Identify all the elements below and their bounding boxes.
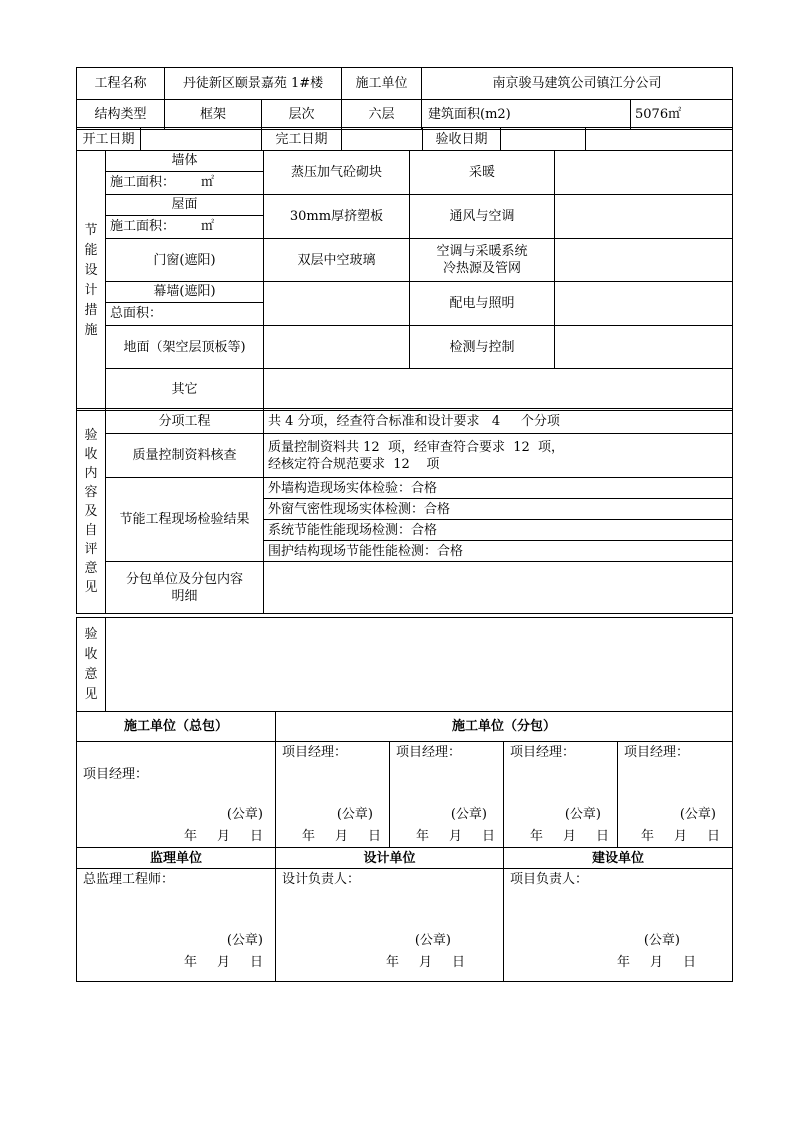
floors-value: 六层	[342, 100, 422, 130]
sub-sign-cell-4	[618, 742, 733, 848]
pm-label: 项目经理：	[396, 745, 462, 760]
contractor-label: 施工单位	[342, 68, 422, 100]
supervisor-title: 监理单位	[77, 848, 276, 869]
sub-sign-cell-3	[504, 742, 618, 848]
monitor-label: 检测与控制	[410, 326, 555, 369]
subcontract-label: 分包单位及分包内容 明细	[106, 562, 264, 614]
seal-text: (公章)	[450, 807, 487, 822]
owner-label: 项目负责人：	[510, 872, 589, 887]
contractor-value: 南京骏马建筑公司镇江分公司	[422, 68, 733, 100]
supervisor-label: 总监理工程师：	[83, 872, 175, 887]
finish-date-label: 完工日期	[262, 128, 342, 151]
qc-value: 质量控制资料共 12 项，经审查符合要求 12 项， 经核定符合规范要求 12 项	[264, 434, 733, 478]
other-label: 其它	[106, 369, 264, 411]
project-name-value: 丹徒新区颐景嘉苑 1#楼	[165, 68, 342, 100]
date-text: 年 月 日	[616, 955, 696, 970]
monitor-value	[555, 326, 733, 369]
acceptance-value	[106, 618, 733, 712]
seal-text: (公章)	[226, 807, 263, 822]
seal-text: (公章)	[564, 807, 601, 822]
start-date-value	[141, 128, 262, 151]
finish-date-value	[342, 128, 423, 151]
start-date-label: 开工日期	[77, 128, 141, 151]
accept-date-label: 验收日期	[423, 128, 501, 151]
window-label: 门窗(遮阳)	[106, 239, 264, 282]
date-text: 年 月 日	[183, 955, 263, 970]
pm-label: 项目经理：	[282, 745, 348, 760]
general-contractor-title: 施工单位（总包）	[77, 712, 276, 742]
date-text: 年 月 日	[415, 829, 495, 844]
pm-label: 项目经理：	[510, 745, 576, 760]
inspection-table	[76, 408, 733, 614]
ventilation-label: 通风与空调	[410, 195, 555, 239]
curtain-cell: 幕墙(遮阳) 总面积：	[106, 282, 264, 326]
sub-sign-cell-1	[276, 742, 390, 848]
wall-value: 蒸压加气砼砌块	[264, 151, 410, 195]
ac-label: 空调与采暖系统 冷热源及管网	[410, 239, 555, 282]
ventilation-value	[555, 195, 733, 239]
other-value	[264, 369, 733, 411]
header-table	[76, 67, 733, 130]
date-text: 年 月 日	[529, 829, 609, 844]
project-name-label: 工程名称	[77, 68, 165, 100]
heating-label: 采暖	[410, 151, 555, 195]
curtain-value	[264, 282, 410, 326]
energy-table	[76, 150, 733, 411]
floor-value	[264, 326, 410, 369]
seal-text: (公章)	[414, 933, 451, 948]
structure-value: 框架	[165, 100, 262, 129]
acceptance-side-label: 验 收 意 见	[77, 618, 106, 712]
owner-title: 建设单位	[504, 848, 733, 869]
qc-label: 质量控制资料核查	[106, 434, 264, 478]
field-test-item: 外窗气密性现场实体检测：合格	[264, 499, 733, 520]
pm-label: 项目经理：	[624, 745, 690, 760]
area-label: 建筑面积(m2)	[422, 100, 631, 130]
floors-label: 层次	[288, 107, 315, 122]
accept-date-value	[501, 128, 586, 151]
roof-cell: 屋面 施工面积： ㎡	[106, 195, 264, 239]
roof-value: 30mm厚挤塑板	[264, 195, 410, 239]
date-text: 年 月 日	[640, 829, 721, 844]
field-test-label: 节能工程现场检验结果	[106, 478, 264, 562]
contractor-sign-table	[76, 711, 733, 848]
subitem-value: 共 4 分项，经查符合标准和设计要求 4 个分项	[264, 409, 733, 434]
seal-text: (公章)	[226, 933, 263, 948]
ac-value	[555, 239, 733, 282]
sub-sign-cell-2	[390, 742, 504, 848]
energy-side-label: 节 能 设 计 措 施	[77, 151, 106, 411]
heating-value	[555, 151, 733, 195]
date-text: 年 月 日	[183, 829, 263, 844]
subcontract-value	[264, 562, 733, 614]
owner-sign-cell	[504, 869, 733, 982]
design-title: 设计单位	[276, 848, 504, 869]
pm-label: 项目经理：	[83, 767, 149, 782]
floor-label: 地面（架空层顶板等)	[106, 326, 264, 369]
area-value: 5076㎡	[631, 100, 733, 130]
wall-cell: 墙体 施工面积： ㎡	[106, 151, 264, 195]
general-sign-cell	[77, 742, 276, 848]
field-test-item: 系统节能性能现场检测：合格	[264, 520, 733, 541]
dates-table	[76, 127, 733, 151]
power-value	[555, 282, 733, 326]
design-sign-cell	[276, 869, 504, 982]
date-text: 年 月 日	[385, 955, 465, 970]
structure-label: 结构类型	[77, 100, 165, 130]
field-test-item: 外墙构造现场实体检验：合格	[264, 478, 733, 499]
supervisor-sign-cell	[77, 869, 276, 982]
design-label: 设计负责人：	[282, 872, 361, 887]
seal-text: (公章)	[679, 807, 717, 822]
field-test-item: 围护结构现场节能性能检测：合格	[264, 541, 733, 562]
seal-text: (公章)	[336, 807, 373, 822]
date-text: 年 月 日	[301, 829, 381, 844]
window-value: 双层中空玻璃	[264, 239, 410, 282]
seal-text: (公章)	[643, 933, 680, 948]
sub-contractor-title: 施工单位（分包）	[276, 712, 733, 742]
inspection-side-label: 验 收 内 容 及 自 评 意 见	[77, 409, 106, 614]
party-sign-table	[76, 847, 733, 982]
power-label: 配电与照明	[410, 282, 555, 326]
acceptance-table	[76, 617, 733, 712]
subitem-label: 分项工程	[106, 409, 264, 434]
